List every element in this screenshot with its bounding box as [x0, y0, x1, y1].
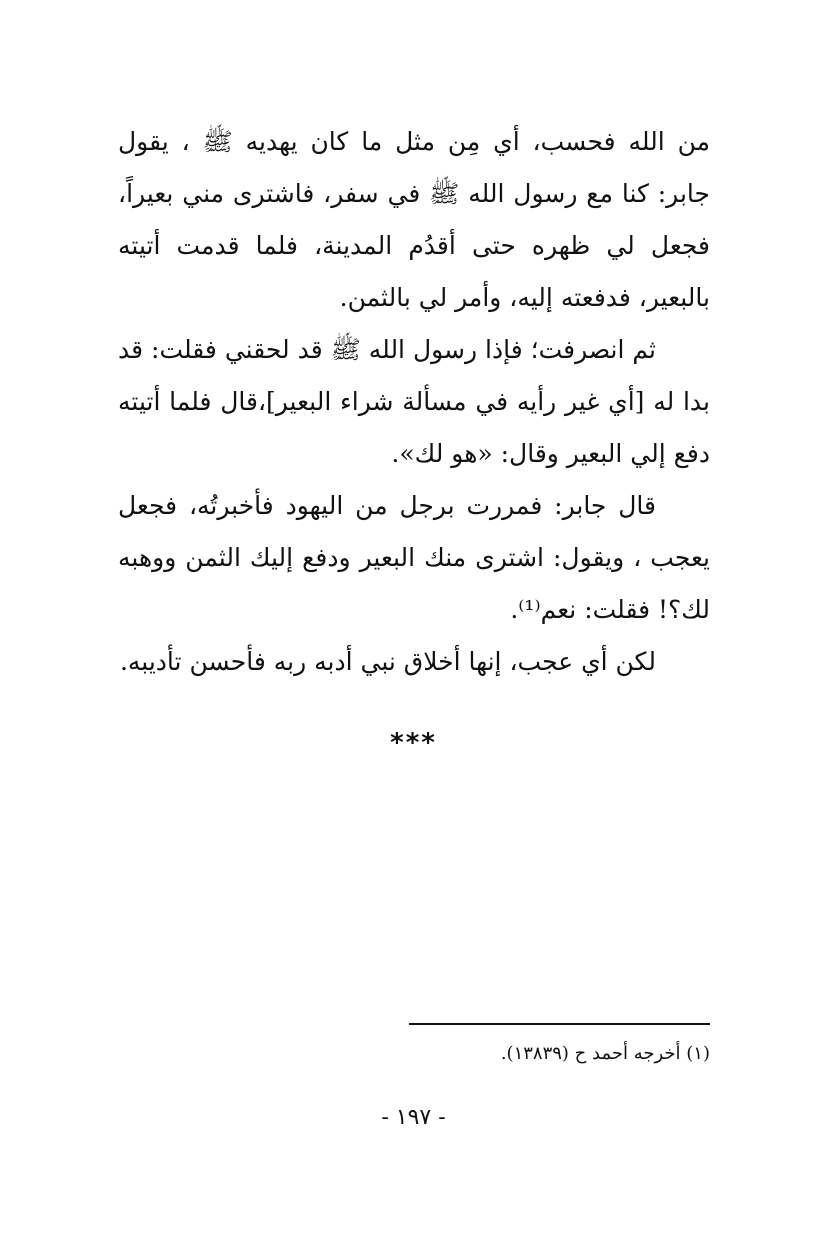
paragraph-1: من الله فحسب، أي مِن مثل ما كان يهديه ﷺ ، يقول جابر: كنا مع رسول الله ﷺ في سفر، فاشترى مني بعيراً، فجعل لي ظهره حتى أقدُم المدينة، فلما قدمت أتيته بالبعير، فدفعته إليه، وأمر لي بالثمن. — [118, 127, 710, 312]
page-number: - ١٩٧ - — [381, 1105, 446, 1130]
main-text — [118, 116, 710, 688]
footnote-divider — [409, 1023, 710, 1025]
footnote: (١) أخرجه أحمد ح (١٣٨٣٩). — [500, 1043, 710, 1064]
paragraph-2: ثم انصرفت؛ فإذا رسول الله ﷺ قد لحقني فقلت: قد بدا له [أي غير رأيه في مسألة شراء البعير]،قال فلما أتيته دفع إلي البعير وقال: «هو لك». — [118, 335, 710, 468]
section-separator: *** — [390, 728, 437, 758]
paragraph-4: لكن أي عجب، إنها أخلاق نبي أدبه ربه فأحسن تأديبه. — [119, 647, 656, 676]
paragraph-3: قال جابر: فمررت برجل من اليهود فأخبرتُه، فجعل يعجب ، ويقول: اشترى منك البعير ودفع إليك الثمن ووهبه لك؟! فقلت: نعم⁽¹⁾. — [118, 491, 710, 624]
